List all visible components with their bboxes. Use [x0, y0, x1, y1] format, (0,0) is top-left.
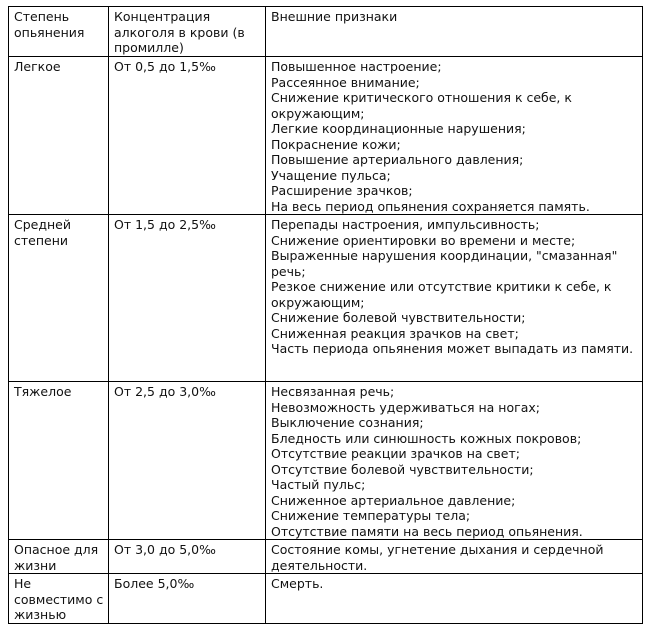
sign-item: Сниженная реакция зрачков на свет; — [271, 325, 519, 341]
sign-item: Отсутствие реакции зрачков на свет; — [271, 446, 520, 461]
sign-item: Несвязанная речь; — [271, 384, 395, 399]
sign-item: Легкие координационные нарушения; — [271, 121, 526, 136]
sign-item: Снижение ориентировки во времени и месте; — [271, 232, 576, 248]
concentration-cell: От 2,5 до 3,0‰ — [109, 382, 266, 540]
signs-cell — [266, 215, 643, 382]
concentration-cell: От 0,5 до 1,5‰ — [109, 57, 266, 215]
sign-item: Снижение болевой чувствительности; — [271, 310, 526, 325]
concentration-cell: От 3,0 до 5,0‰ — [109, 540, 266, 574]
table-row — [9, 540, 643, 574]
sign-item: Сниженное артериальное давление; — [271, 492, 516, 508]
sign-item: Снижение температуры тела; — [271, 508, 471, 523]
sign-item: Учащение пульса; — [271, 167, 391, 183]
sign-item: Отсутствие памяти на весь период опьянения. — [271, 523, 583, 539]
sign-item: Смерть. — [271, 576, 324, 591]
sign-item: Частый пульс; — [271, 477, 366, 492]
signs-cell — [266, 574, 643, 624]
sign-item: Повышение артериального давления; — [271, 152, 524, 167]
degree-cell: Легкое — [9, 57, 109, 215]
sign-item: Рассеянное внимание; — [271, 74, 420, 90]
header-signs: Внешние признаки — [266, 7, 643, 57]
table-header-row — [9, 7, 643, 57]
signs-cell — [266, 57, 643, 215]
table-row — [9, 57, 643, 215]
table-row — [9, 215, 643, 382]
header-concentration: Концентрация алкоголя в крови (в промилле) — [109, 7, 266, 57]
header-degree: Степень опьянения — [9, 7, 109, 57]
degree-cell: Опасное для жизни — [9, 540, 109, 574]
table-row — [9, 382, 643, 540]
signs-cell — [266, 540, 643, 574]
sign-item: Покраснение кожи; — [271, 136, 401, 152]
table-row — [9, 574, 643, 624]
concentration-cell: Более 5,0‰ — [109, 574, 266, 624]
sign-item: Выключение сознания; — [271, 415, 424, 430]
sign-item: Выраженные нарушения координации, "смазанная" речь; — [271, 248, 618, 279]
sign-item: Часть периода опьянения может выпадать из памяти. — [271, 341, 634, 356]
sign-item: Расширение зрачков; — [271, 183, 413, 198]
sign-item: Резкое снижение или отсутствие критики к себе, к окружающим; — [271, 279, 612, 310]
degree-cell: Средней степени — [9, 215, 109, 382]
sign-item: Снижение критического отношения к себе, к окружающим; — [271, 90, 572, 121]
signs-cell — [266, 382, 643, 540]
sign-item: Отсутствие болевой чувствительности; — [271, 461, 534, 477]
sign-item: Невозможность удерживаться на ногах; — [271, 399, 540, 415]
sign-item: Бледность или синюшность кожных покровов; — [271, 430, 582, 446]
sign-item: Перепады настроения, импульсивность; — [271, 217, 540, 232]
concentration-cell: От 1,5 до 2,5‰ — [109, 215, 266, 382]
degree-cell: Не совместимо с жизнью — [9, 574, 109, 624]
intoxication-table — [8, 6, 643, 624]
sign-item: Повышенное настроение; — [271, 59, 442, 74]
sign-item: На весь период опьянения сохраняется память. — [271, 198, 590, 214]
degree-cell: Тяжелое — [9, 382, 109, 540]
sign-item: Состояние комы, угнетение дыхания и сердечной деятельности. — [271, 542, 604, 573]
